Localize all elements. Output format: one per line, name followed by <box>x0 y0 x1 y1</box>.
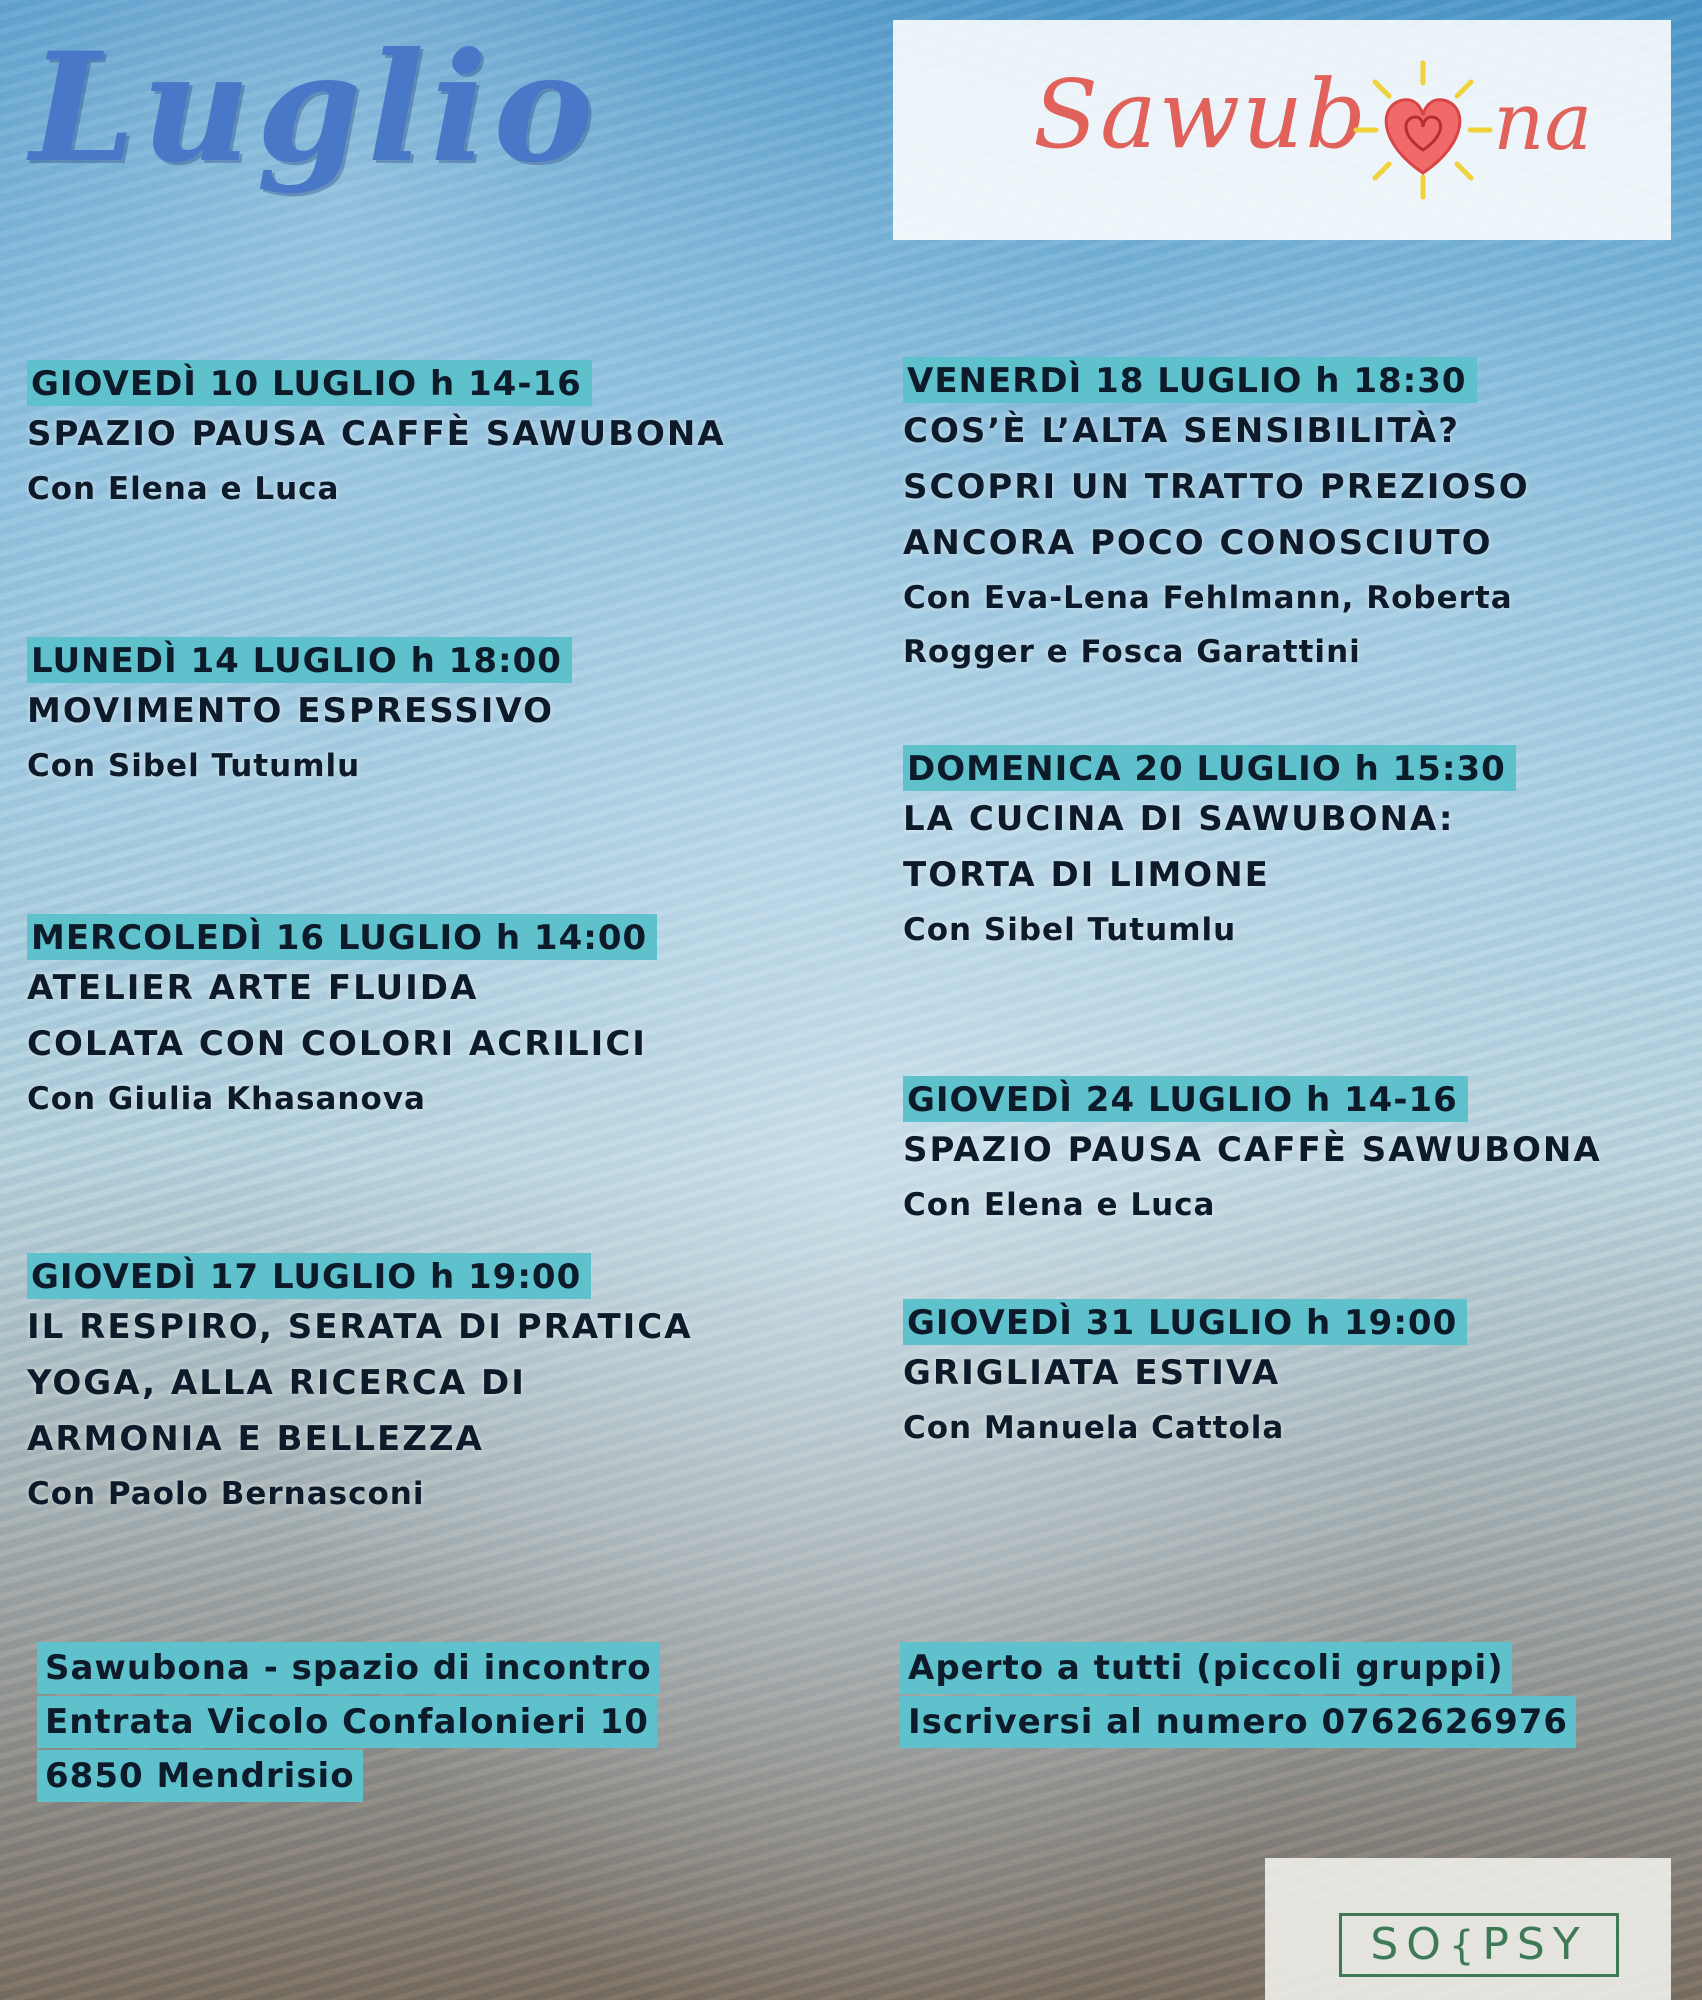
event-title: SPAZIO PAUSA CAFFÈ SAWUBONA <box>27 414 726 454</box>
event-host: Con Elena e Luca <box>27 471 340 507</box>
event-host: Con Sibel Tutumlu <box>27 748 361 784</box>
event-host: Con Manuela Cattola <box>903 1410 1285 1446</box>
sopsy-logo-frame: SO{PSY <box>1339 1913 1619 1977</box>
sawubona-logo <box>893 20 1671 240</box>
event-title: LA CUCINA DI SAWUBONA: <box>903 799 1455 839</box>
event-title: ANCORA POCO CONOSCIUTO <box>903 523 1493 563</box>
event-title: COLATA CON COLORI ACRILICI <box>27 1024 647 1064</box>
contact-line: Aperto a tutti (piccoli gruppi) <box>900 1642 1512 1694</box>
event-card <box>903 1299 1467 1455</box>
sopsy-logo <box>1265 1858 1671 2000</box>
event-header: GIOVEDÌ 24 LUGLIO h 14-16 <box>903 1076 1468 1122</box>
event-title: MOVIMENTO ESPRESSIVO <box>27 691 554 731</box>
sopsy-logo-right: PSY <box>1482 1919 1588 1970</box>
event-header: LUNEDÌ 14 LUGLIO h 18:00 <box>27 637 572 683</box>
event-card <box>903 357 1530 679</box>
address-line: Sawubona - spazio di incontro <box>37 1642 660 1694</box>
event-header: DOMENICA 20 LUGLIO h 15:30 <box>903 745 1516 791</box>
event-card <box>27 360 726 516</box>
heart-sun-icon <box>1348 55 1498 205</box>
event-host: Con Giulia Khasanova <box>27 1081 426 1117</box>
event-header: GIOVEDÌ 31 LUGLIO h 19:00 <box>903 1299 1467 1345</box>
event-card <box>27 637 572 793</box>
event-title: YOGA, ALLA RICERCA DI <box>27 1363 526 1403</box>
event-card <box>903 745 1516 957</box>
event-title: ARMONIA E BELLEZZA <box>27 1419 484 1459</box>
event-host: Con Elena e Luca <box>903 1187 1216 1223</box>
event-host: Con Eva-Lena Fehlmann, Roberta <box>903 580 1513 616</box>
sopsy-logo-left: SO <box>1370 1919 1449 1970</box>
event-header: MERCOLEDÌ 16 LUGLIO h 14:00 <box>27 914 657 960</box>
event-title: SPAZIO PAUSA CAFFÈ SAWUBONA <box>903 1130 1602 1170</box>
event-card <box>27 914 657 1126</box>
event-header: VENERDÌ 18 LUGLIO h 18:30 <box>903 357 1477 403</box>
event-host: Con Paolo Bernasconi <box>27 1476 425 1512</box>
event-title: SCOPRI UN TRATTO PREZIOSO <box>903 467 1530 507</box>
event-title: IL RESPIRO, SERATA DI PRATICA <box>27 1307 693 1347</box>
event-title: GRIGLIATA ESTIVA <box>903 1353 1281 1393</box>
event-title: ATELIER ARTE FLUIDA <box>27 968 479 1008</box>
event-host: Rogger e Fosca Garattini <box>903 634 1361 670</box>
event-header: GIOVEDÌ 17 LUGLIO h 19:00 <box>27 1253 591 1299</box>
logo-text-left: Sawub <box>1033 60 1369 170</box>
contact-phone: Iscriversi al numero 0762626976 <box>900 1696 1576 1748</box>
event-card <box>27 1253 693 1521</box>
address-block <box>37 1642 660 1804</box>
event-card <box>903 1076 1602 1232</box>
event-title: COS’È L’ALTA SENSIBILITÀ? <box>903 411 1460 451</box>
address-line: 6850 Mendrisio <box>37 1750 363 1802</box>
event-header: GIOVEDÌ 10 LUGLIO h 14-16 <box>27 360 592 406</box>
page-title: Luglio <box>30 20 600 196</box>
event-title: TORTA DI LIMONE <box>903 855 1270 895</box>
contact-block <box>900 1642 1576 1750</box>
address-line: Entrata Vicolo Confalonieri 10 <box>37 1696 657 1748</box>
event-host: Con Sibel Tutumlu <box>903 912 1237 948</box>
logo-text-right: na <box>1493 75 1593 168</box>
